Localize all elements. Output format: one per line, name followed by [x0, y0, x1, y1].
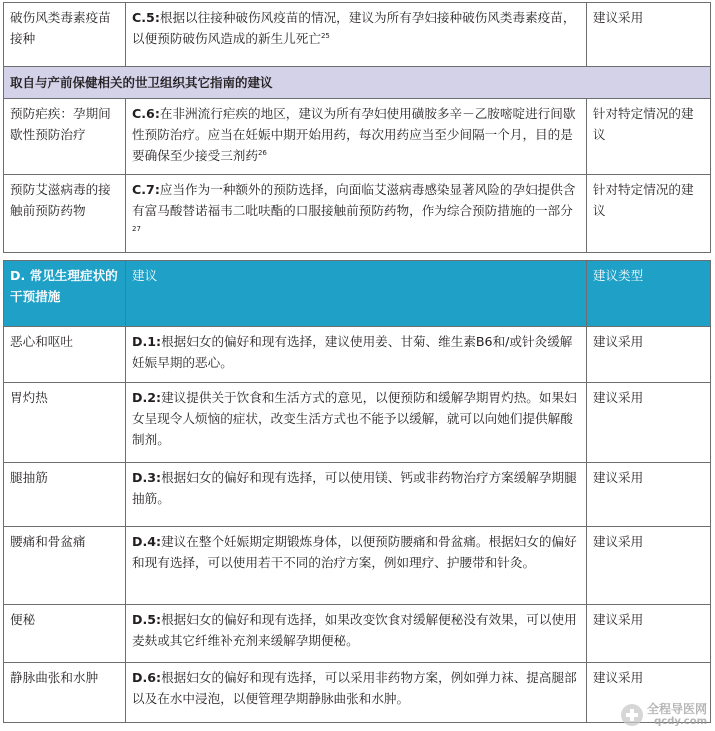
topic-cell: 破伤风类毒素疫苗接种	[4, 3, 126, 67]
rec-text: 根据妇女的偏好和现有选择，如果改变饮食对缓解便秘没有效果，可以使用麦麸或其它纤维补充剂来缓解孕期便秘。	[132, 612, 577, 648]
rec-code: D.1:	[132, 334, 162, 349]
rec-text: 根据妇女的偏好和现有选择，可以采用非药物方案，例如弹力袜、提高腿部以及在水中浸泡，以便管理孕期静脉曲张和水肿。	[132, 670, 577, 706]
type-cell: 建议采用	[586, 463, 710, 527]
recommendation-cell	[126, 175, 587, 253]
topic-cell: 便秘	[4, 605, 126, 663]
rec-code: C.6:	[132, 106, 160, 121]
rec-text: 应当作为一种额外的预防选择，向面临艾滋病毒感染显著风险的孕妇提供含有富马酸替诺福韦二吡呋酯的口服接触前预防药物，作为综合预防措施的一部分	[132, 182, 576, 218]
rec-text: 建议提供关于饮食和生活方式的意见，以便预防和缓解孕期胃灼热。如果妇女呈现令人烦恼的症状，改变生活方式也不能予以缓解，就可以向她们提供解酸制剂。	[132, 390, 577, 447]
table-row	[4, 3, 711, 67]
table-row	[4, 383, 711, 463]
section-heading-row	[4, 67, 711, 99]
rec-code: D.6:	[132, 670, 162, 685]
table-d	[3, 260, 711, 723]
recommendation-cell	[126, 463, 587, 527]
recommendation-cell	[126, 99, 587, 175]
recommendation-cell	[126, 663, 587, 723]
footnote-ref: 25	[320, 31, 330, 40]
topic-cell: 恶心和呕吐	[4, 327, 126, 383]
table-row	[4, 175, 711, 253]
type-cell: 建议采用	[586, 527, 710, 605]
type-cell: 建议采用	[586, 327, 710, 383]
topic-cell: 预防疟疾：孕期间歇性预防治疗	[4, 99, 126, 175]
topic-cell: 腰痛和骨盆痛	[4, 527, 126, 605]
rec-code: C.5:	[132, 10, 160, 25]
header-topic: D. 常见生理症状的干预措施	[4, 261, 126, 327]
recommendation-cell	[126, 383, 587, 463]
table-row	[4, 327, 711, 383]
topic-cell: 静脉曲张和水肿	[4, 663, 126, 723]
type-cell: 建议采用	[586, 383, 710, 463]
watermark-domain: qcdy.com	[654, 716, 707, 727]
rec-text: 根据妇女的偏好和现有选择，可以使用镁、钙或非药物治疗方案缓解孕期腿抽筋。	[132, 470, 577, 506]
rec-text: 建议在整个妊娠期定期锻炼身体，以便预防腰痛和骨盆痛。根据妇女的偏好和现有选择，可以使用若干不同的治疗方案，例如理疗、护腰带和针灸。	[132, 534, 577, 570]
table-row	[4, 527, 711, 605]
type-cell: 针对特定情况的建议	[586, 99, 710, 175]
watermark-name: 全程导医网	[646, 702, 707, 716]
footnote-ref: 27	[132, 224, 141, 233]
rec-code: D.4:	[132, 534, 162, 549]
type-cell: 针对特定情况的建议	[586, 175, 710, 253]
rec-code: C.7:	[132, 182, 160, 197]
recommendation-cell	[126, 3, 587, 67]
type-cell: 建议采用	[586, 3, 710, 67]
recommendation-cell	[126, 527, 587, 605]
header-recommendation: 建议	[126, 261, 587, 327]
topic-cell: 腿抽筋	[4, 463, 126, 527]
rec-code: D.2:	[132, 390, 162, 405]
table-row	[4, 663, 711, 723]
watermark-text	[647, 703, 707, 727]
rec-text: 根据妇女的偏好和现有选择，建议使用姜、甘菊、维生素B6和/或针灸缓解妊娠早期的恶心。	[132, 334, 573, 370]
rec-text: 在非洲流行疟疾的地区，建议为所有孕妇使用磺胺多辛－乙胺嘧啶进行间歇性预防治疗。应当在妊娠中期开始用药，每次用药应当至少间隔一个月，目的是要确保至少接受三剂药	[132, 106, 576, 163]
section-heading: 取自与产前保健相关的世卫组织其它指南的建议	[4, 67, 711, 99]
recommendation-cell	[126, 327, 587, 383]
type-cell: 建议采用	[586, 663, 710, 723]
table-row	[4, 463, 711, 527]
table-row	[4, 99, 711, 175]
header-type: 建议类型	[586, 261, 710, 327]
rec-code: D.3:	[132, 470, 162, 485]
footnote-ref: 26	[257, 148, 267, 157]
topic-cell: 预防艾滋病毒的接触前预防药物	[4, 175, 126, 253]
medical-cross-icon	[621, 704, 643, 726]
table-c	[3, 2, 711, 253]
table-row	[4, 605, 711, 663]
recommendation-cell	[126, 605, 587, 663]
rec-code: D.5:	[132, 612, 162, 627]
watermark	[621, 703, 707, 727]
rec-text: 根据以往接种破伤风疫苗的情况，建议为所有孕妇接种破伤风类毒素疫苗，以便预防破伤风造成的新生儿死亡	[132, 10, 576, 46]
table-header-row	[4, 261, 711, 327]
type-cell: 建议采用	[586, 605, 710, 663]
topic-cell: 胃灼热	[4, 383, 126, 463]
